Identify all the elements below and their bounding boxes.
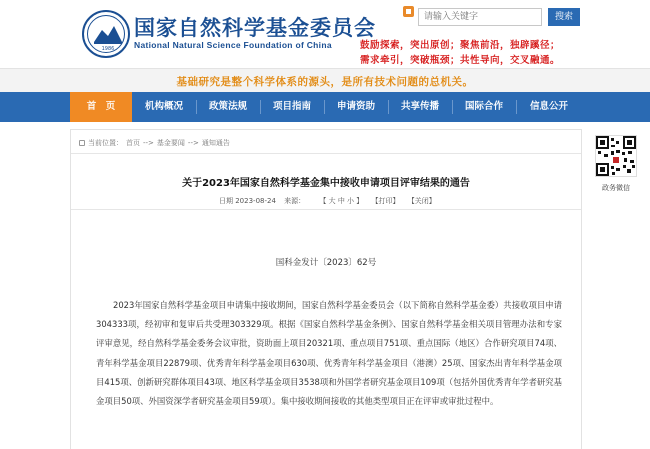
- document-number: 国科金发计〔2023〕62号: [275, 258, 377, 268]
- nav-item-disclosure[interactable]: 信息公开: [529, 101, 568, 112]
- search-button[interactable]: 搜索: [548, 8, 580, 26]
- logo-emblem-icon: [84, 12, 130, 58]
- divider: [71, 209, 581, 210]
- article-meta: [219, 196, 436, 206]
- main-nav: [0, 92, 650, 122]
- search-input[interactable]: [418, 8, 542, 26]
- font-size-controls[interactable]: 【 大 中 小 】: [319, 197, 364, 205]
- tagline-band: [0, 68, 650, 92]
- wechat-qr-code: [595, 135, 637, 177]
- breadcrumb-notices[interactable]: 通知通告: [201, 139, 230, 147]
- nav-item-share[interactable]: 共享传播: [400, 101, 439, 112]
- nav-item-home[interactable]: 首 页: [70, 92, 132, 122]
- nav-item-apply[interactable]: 申请资助: [336, 101, 375, 112]
- breadcrumb-prefix: 当前位置：: [88, 139, 123, 147]
- home-icon[interactable]: [403, 6, 414, 17]
- location-icon: [79, 140, 85, 146]
- article-title: 关于2023年国家自然科学基金集中接收申请项目评审结果的通告: [182, 178, 470, 189]
- breadcrumb: [79, 138, 233, 148]
- site-header: [0, 0, 650, 68]
- nav-item-about[interactable]: 机构概况: [144, 101, 183, 112]
- nav-item-guide[interactable]: 项目指南: [272, 101, 311, 112]
- article-source: 来源：: [284, 197, 306, 205]
- breadcrumb-home[interactable]: 首页: [126, 139, 140, 147]
- qr-label: 政务微信: [602, 184, 630, 192]
- svg-text:1986: 1986: [101, 46, 115, 52]
- nsfc-logo[interactable]: [82, 10, 130, 58]
- qr-code-icon: [596, 136, 636, 176]
- close-link[interactable]: 【关闭】: [407, 197, 436, 205]
- article-paragraph: 2023年国家自然科学基金项目申请集中接收期间，国家自然科学基金委员会（以下简称自然科学基金委）共接收项目申请304333项，经初审和复审后共受理303329项。根据《国家自然科学基金条例》、国家自然科学基金相关项目管理办法和专家评审意见，经自然科学基金委务会议审批，资助面上项目20321项、重点项目751项、重点国际（地区）合作研究项目74项、青年科学基金项目22879项、优秀青年科学基金项目630项、优秀青年科学基金项目（港澳）25项、国家杰出青年科学基金项目415项、创新研究群体项目43项、地区科学基金项目3538项和外国学者研究基金项目109项（包括外国优秀青年学者研究基金项目50项、外国资深学者研究基金项目59项）。集中接收期间接收的其他类型项目正在评审或审批过程中。: [96, 300, 562, 407]
- breadcrumb-news[interactable]: 基金要闻: [156, 139, 185, 147]
- article-panel: [70, 129, 582, 449]
- breadcrumb-separator: -->: [143, 139, 154, 147]
- site-title[interactable]: 国家自然科学基金委员会: [134, 16, 376, 40]
- article-date: 日期 2023-08-24: [219, 197, 276, 205]
- slogan-line-2: 需求牵引，突破瓶颈；共性导向，交叉融通。: [360, 55, 561, 66]
- site-subtitle: National Natural Science Foundation of China: [134, 40, 332, 50]
- nav-item-international[interactable]: 国际合作: [464, 101, 503, 112]
- breadcrumb-separator: -->: [187, 139, 199, 147]
- print-link[interactable]: 【打印】: [371, 197, 400, 205]
- nav-item-policy[interactable]: 政策法规: [208, 101, 247, 112]
- slogan-line-1: 鼓励探索，突出原创；聚焦前沿，独辟蹊径；: [360, 40, 561, 51]
- divider: [71, 153, 581, 154]
- tagline: 基础研究是整个科学体系的源头，是所有技术问题的总机关。: [176, 76, 474, 88]
